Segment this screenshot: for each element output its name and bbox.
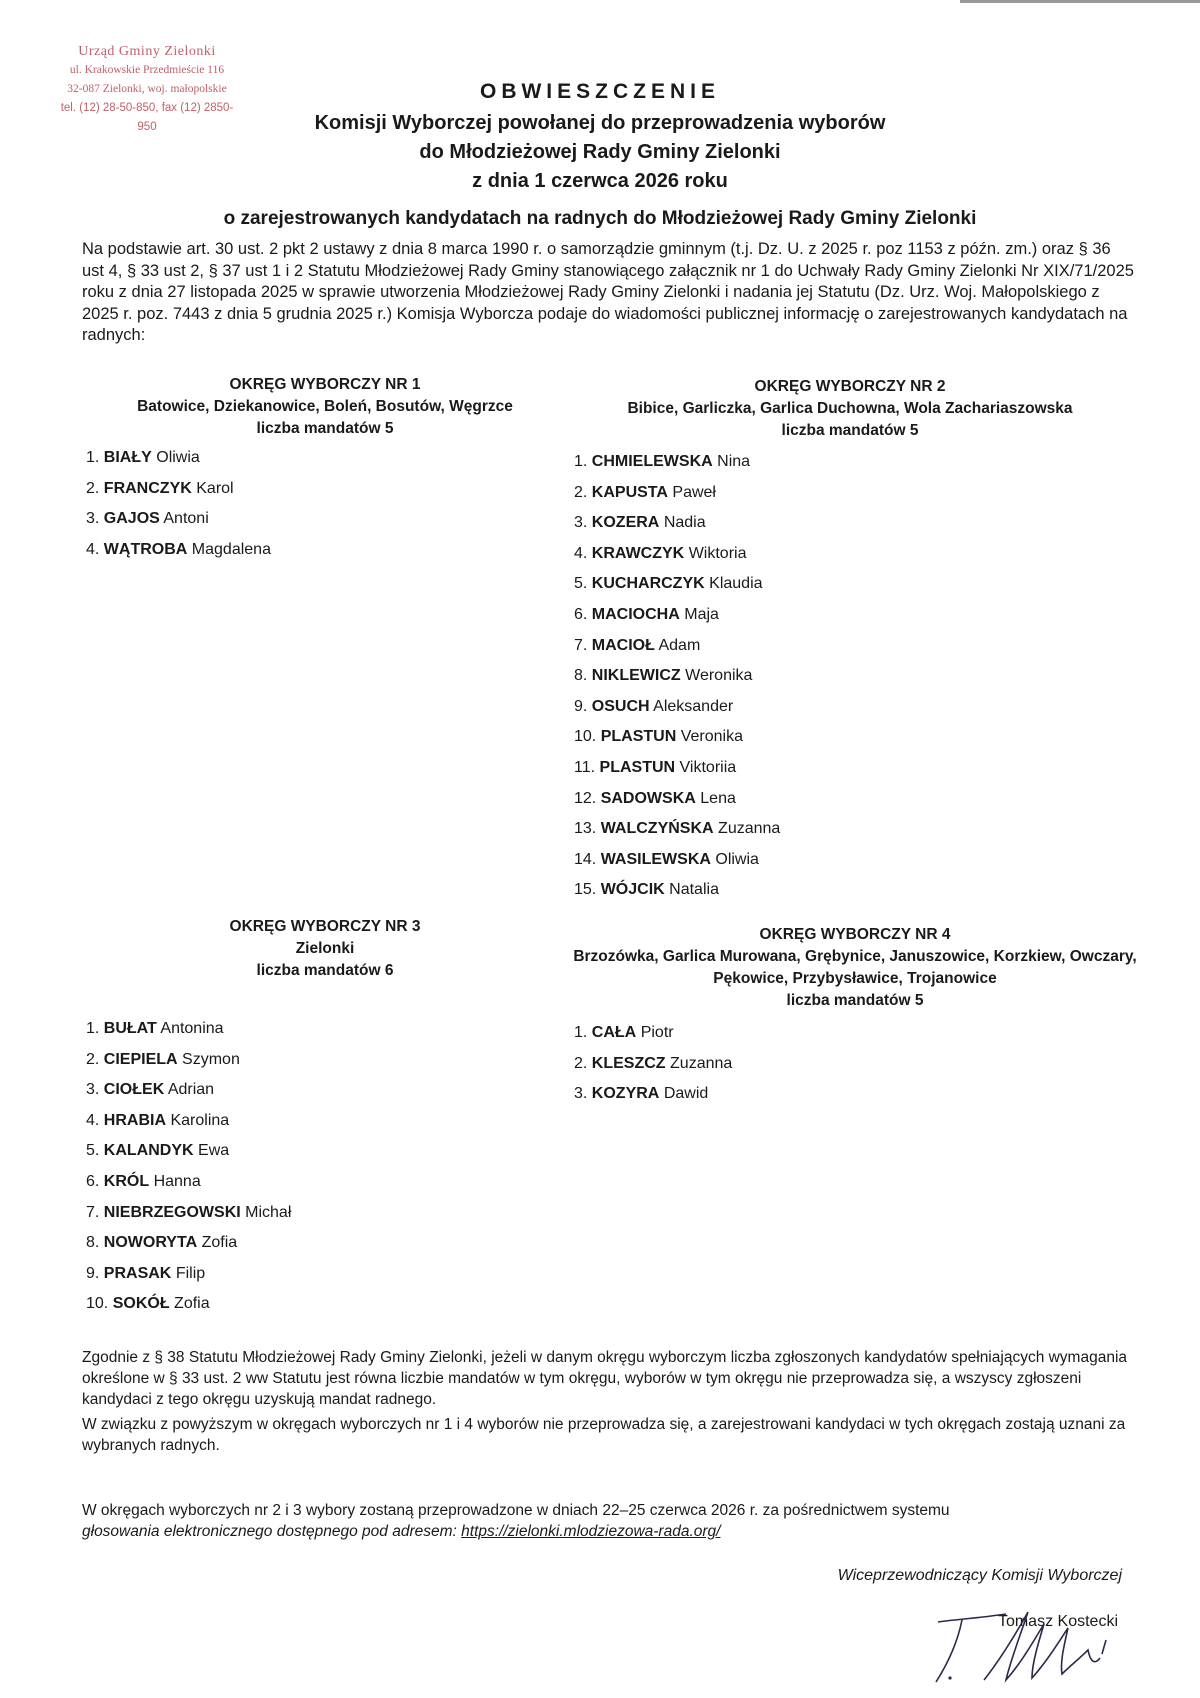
candidate-first-name: Maja <box>684 605 719 623</box>
candidate-item <box>86 535 271 566</box>
district-areas: Zielonki <box>295 940 355 957</box>
district-areas: Bibice, Garliczka, Garlica Duchowna, Wola Zachariaszowska <box>627 400 1073 417</box>
candidate-number: 8. <box>86 1234 100 1252</box>
candidate-surname: KOZYRA <box>591 1085 660 1103</box>
candidate-item <box>574 875 780 906</box>
district-3-candidate-list <box>86 1014 291 1320</box>
candidate-item <box>574 447 780 478</box>
candidate-item <box>86 1228 291 1259</box>
candidate-number: 3. <box>574 1085 588 1103</box>
candidate-number: 4. <box>574 544 588 562</box>
stamp-phone: tel. (12) 28-50-850, fax (12) 2850-950 <box>60 102 234 133</box>
candidate-first-name: Paweł <box>672 483 716 501</box>
candidate-number: 1. <box>574 453 588 470</box>
candidate-first-name: Adrian <box>167 1081 215 1099</box>
candidate-surname: MACIOŁ <box>591 636 655 654</box>
candidate-surname: WALCZYŃSKA <box>600 820 714 838</box>
candidate-first-name: Zuzanna <box>718 820 781 838</box>
district-1-candidate-list <box>86 443 271 565</box>
candidate-number: 5. <box>574 575 588 593</box>
candidate-number: 8. <box>574 667 588 685</box>
district-mandates: liczba mandatów 6 <box>256 962 394 979</box>
candidate-item <box>574 569 780 600</box>
candidate-first-name: Zuzanna <box>670 1054 733 1072</box>
district-mandates: liczba mandatów 5 <box>786 992 924 1009</box>
candidate-item <box>86 1075 291 1106</box>
candidate-surname: BUŁAT <box>103 1020 157 1037</box>
candidate-item <box>574 600 780 631</box>
candidate-first-name: Zofia <box>174 1295 210 1313</box>
candidate-number: 12. <box>574 789 597 807</box>
candidate-number: 6. <box>574 605 588 623</box>
voting-paragraph <box>82 1500 1137 1542</box>
candidate-number: 9. <box>86 1264 100 1282</box>
candidate-surname: CHMIELEWSKA <box>591 453 713 470</box>
candidate-surname: NIEBRZEGOWSKI <box>103 1203 241 1221</box>
candidate-surname: WĄTROBA <box>103 540 188 558</box>
candidate-number: 4. <box>86 540 100 558</box>
candidate-first-name: Hanna <box>153 1172 201 1190</box>
signer-role: Wiceprzewodniczący Komisji Wyborczej <box>837 1567 1122 1584</box>
district-title: OKRĘG WYBORCZY NR 1 <box>229 376 421 393</box>
candidate-number: 3. <box>574 514 588 532</box>
candidate-number: 1. <box>86 449 100 466</box>
candidate-surname: BIAŁY <box>103 449 152 466</box>
candidate-surname: CAŁA <box>591 1024 637 1041</box>
candidate-first-name: Magdalena <box>191 540 271 558</box>
candidate-item <box>86 1289 291 1320</box>
candidate-first-name: Weronika <box>685 667 753 685</box>
candidate-number: 1. <box>574 1024 588 1041</box>
candidate-surname: PLASTUN <box>600 728 677 746</box>
district-4-candidate-list <box>574 1018 732 1110</box>
candidate-number: 5. <box>86 1142 100 1160</box>
candidate-first-name: Oliwia <box>156 449 200 466</box>
candidate-surname: SOKÓŁ <box>112 1295 170 1313</box>
document-subject: o zarejestrowanych kandydatach na radnych do Młodzieżowej Rady Gminy Zielonki <box>223 208 977 229</box>
handwritten-signature <box>910 1600 1130 1690</box>
candidate-number: 10. <box>86 1295 109 1313</box>
candidate-first-name: Aleksander <box>653 697 734 715</box>
statute-paragraph: Zgodnie z § 38 Statutu Młodzieżowej Rady Gminy Zielonki, jeżeli w danym okręgu wyborczym liczba zgłoszonych kandydatów spełniających wymagania określone w § 33 ust. 2 ww Statutu jest równa liczbie mandatów w tym okręgu, wyborów w tym okręgu nie przeprowadza się, a wszyscy zgłoszeni kandydaci z tego okręgu uzyskują mandat radnego. <box>82 1349 1128 1408</box>
candidate-surname: OSUCH <box>591 697 650 715</box>
candidate-number: 7. <box>574 636 588 654</box>
candidate-first-name: Antonina <box>160 1020 224 1037</box>
district-mandates: liczba mandatów 5 <box>256 420 394 437</box>
candidate-item <box>86 1136 291 1167</box>
candidate-item <box>86 1014 291 1045</box>
candidate-item <box>574 539 780 570</box>
district-areas: Brzozówka, Garlica Murowana, Grębynice, Januszowice, Korzkiew, Owczary, Pękowice, Przybysławice, Trojanowice <box>573 948 1137 987</box>
stamp-address: ul. Krakowskie Przedmieście 116 <box>69 64 225 76</box>
candidate-surname: CIOŁEK <box>103 1081 165 1099</box>
candidate-item <box>86 1259 291 1290</box>
voting-link[interactable]: https://zielonki.mlodziezowa-rada.org/ <box>461 1523 721 1540</box>
candidate-first-name: Nadia <box>663 514 706 532</box>
candidate-first-name: Michał <box>245 1203 292 1221</box>
candidate-number: 2. <box>574 1054 588 1072</box>
top-scan-rule <box>960 0 1200 3</box>
candidate-item <box>574 1049 732 1080</box>
candidate-item <box>574 508 780 539</box>
candidate-first-name: Klaudia <box>709 575 763 593</box>
candidate-surname: WÓJCIK <box>600 881 665 899</box>
candidate-item <box>86 474 271 505</box>
candidate-number: 9. <box>574 697 588 715</box>
candidate-number: 1. <box>86 1020 100 1037</box>
district-title: OKRĘG WYBORCZY NR 3 <box>229 918 421 935</box>
header-line-2: do Młodzieżowej Rady Gminy Zielonki <box>419 141 781 163</box>
candidate-first-name: Adam <box>658 636 701 654</box>
candidate-first-name: Veronika <box>680 728 743 746</box>
legal-basis-paragraph: Na podstawie art. 30 ust. 2 pkt 2 ustawy z dnia 8 marca 1990 r. o samorządzie gminnym (t.j. Dz. U. z 2025 r. poz 1153 z późn. zm.) oraz § 36 ust 4, § 33 ust 2, § 37 ust 1 i 2 Statutu Młodzieżowej Rady Gminy stanowiącego załącznik nr 1 do Uchwały Rady Gminy Zielonki Nr XIX/71/2025 roku z dnia 27 listopada 2025 w sprawie utworzenia Młodzieżowej Rady Gminy Zielonki i nadania jej Statutu (Dz. Urz. Woj. Małopolskiego z 2025 r. poz. 7443 z dnia 5 grudnia 2025 r.) Komisja Wyborcza podaje do wiadomości publicznej informację o zarejestrowanych kandydatach na radnych: <box>82 240 1134 344</box>
candidate-first-name: Oliwia <box>715 850 759 868</box>
stamp-city: 32-087 Zielonki, woj. małopolskie <box>67 83 227 95</box>
candidate-first-name: Wiktoria <box>688 544 747 562</box>
candidate-surname: KRAWCZYK <box>591 544 685 562</box>
candidate-surname: KRÓL <box>103 1172 150 1190</box>
candidate-number: 11. <box>574 758 596 776</box>
district-title: OKRĘG WYBORCZY NR 4 <box>759 926 951 943</box>
voting-text-italic: głosowania elektronicznego dostępnego pod adresem: <box>82 1523 457 1540</box>
candidate-surname: KAPUSTA <box>591 483 668 501</box>
candidate-surname: KLESZCZ <box>591 1054 666 1072</box>
stamp-office-name: Urząd Gminy Zielonki <box>78 44 216 59</box>
elected-paragraph: W związku z powyższym w okręgach wyborczych nr 1 i 4 wyborów nie przeprowadza się, a zarejestrowani kandydaci w tych okręgach zostają uznani za wybranych radnych. <box>82 1416 1126 1454</box>
candidate-item <box>574 753 780 784</box>
candidate-first-name: Lena <box>700 789 736 807</box>
candidate-number: 15. <box>574 881 597 899</box>
candidate-first-name: Natalia <box>669 881 719 899</box>
district-title: OKRĘG WYBORCZY NR 2 <box>754 378 946 395</box>
district-2-header <box>590 376 1110 442</box>
district-3-header <box>125 916 525 982</box>
candidate-number: 7. <box>86 1203 100 1221</box>
candidate-item <box>574 722 780 753</box>
district-areas: Batowice, Dziekanowice, Boleń, Bosutów, Węgrzce <box>137 398 513 415</box>
voting-text: W okręgach wyborczych nr 2 i 3 wybory zostaną przeprowadzone w dniach 22–25 czerwca 2026 r. za pośrednictwem systemu <box>82 1502 950 1519</box>
document-title: OBWIESZCZENIE <box>479 80 720 103</box>
candidate-number: 3. <box>86 1081 100 1099</box>
candidate-surname: KALANDYK <box>103 1142 194 1160</box>
signer-name: Tomasz Kostecki <box>997 1613 1118 1630</box>
candidate-first-name: Karol <box>196 479 234 497</box>
candidate-number: 10. <box>574 728 597 746</box>
candidate-surname: MACIOCHA <box>591 605 680 623</box>
candidate-first-name: Karolina <box>170 1111 230 1129</box>
candidate-number: 6. <box>86 1172 100 1190</box>
candidate-item <box>86 1198 291 1229</box>
candidate-first-name: Zofia <box>201 1234 238 1252</box>
candidate-surname: GAJOS <box>103 510 160 528</box>
candidate-surname: PRASAK <box>103 1264 172 1282</box>
candidate-surname: KUCHARCZYK <box>591 575 705 593</box>
district-4-header <box>570 924 1140 1012</box>
candidate-surname: NOWORYTA <box>103 1234 198 1252</box>
candidate-item <box>574 692 780 723</box>
candidate-number: 2. <box>574 483 588 501</box>
candidate-item <box>574 845 780 876</box>
candidate-surname: NIKLEWICZ <box>591 667 681 685</box>
candidate-surname: KOZERA <box>591 514 660 532</box>
candidate-item <box>574 631 780 662</box>
candidate-item <box>86 504 271 535</box>
candidate-number: 2. <box>86 479 100 497</box>
candidate-first-name: Viktoriia <box>679 758 737 776</box>
candidate-first-name: Nina <box>717 453 751 470</box>
candidate-item <box>574 784 780 815</box>
candidate-item <box>86 443 271 474</box>
candidate-item <box>574 814 780 845</box>
candidate-first-name: Antoni <box>163 510 209 528</box>
candidate-surname: FRANCZYK <box>103 479 192 497</box>
candidate-number: 4. <box>86 1111 100 1129</box>
candidate-first-name: Dawid <box>663 1085 709 1103</box>
candidate-item <box>86 1045 291 1076</box>
candidate-number: 3. <box>86 510 100 528</box>
candidate-number: 13. <box>574 820 597 838</box>
candidate-item <box>86 1106 291 1137</box>
candidate-surname: HRABIA <box>103 1111 167 1129</box>
candidate-item <box>574 478 780 509</box>
candidate-first-name: Filip <box>175 1264 206 1282</box>
candidate-surname: SADOWSKA <box>600 789 696 807</box>
candidate-item <box>574 661 780 692</box>
candidate-item <box>86 1167 291 1198</box>
candidate-surname: PLASTUN <box>599 758 676 776</box>
candidate-surname: WASILEWSKA <box>600 850 711 868</box>
candidate-number: 14. <box>574 850 597 868</box>
header-line-1: Komisji Wyborczej powołanej do przeprowadzenia wyborów <box>314 112 886 134</box>
header-date: z dnia 1 czerwca 2026 roku <box>472 170 728 192</box>
district-1-header <box>95 374 555 440</box>
candidate-surname: CIEPIELA <box>103 1050 178 1068</box>
candidate-item <box>574 1018 732 1049</box>
candidate-first-name: Piotr <box>640 1024 674 1041</box>
candidate-first-name: Ewa <box>198 1142 230 1160</box>
district-mandates: liczba mandatów 5 <box>781 422 919 439</box>
district-2-candidate-list <box>574 447 780 906</box>
candidate-item <box>574 1079 732 1110</box>
candidate-first-name: Szymon <box>182 1050 240 1068</box>
candidate-number: 2. <box>86 1050 100 1068</box>
